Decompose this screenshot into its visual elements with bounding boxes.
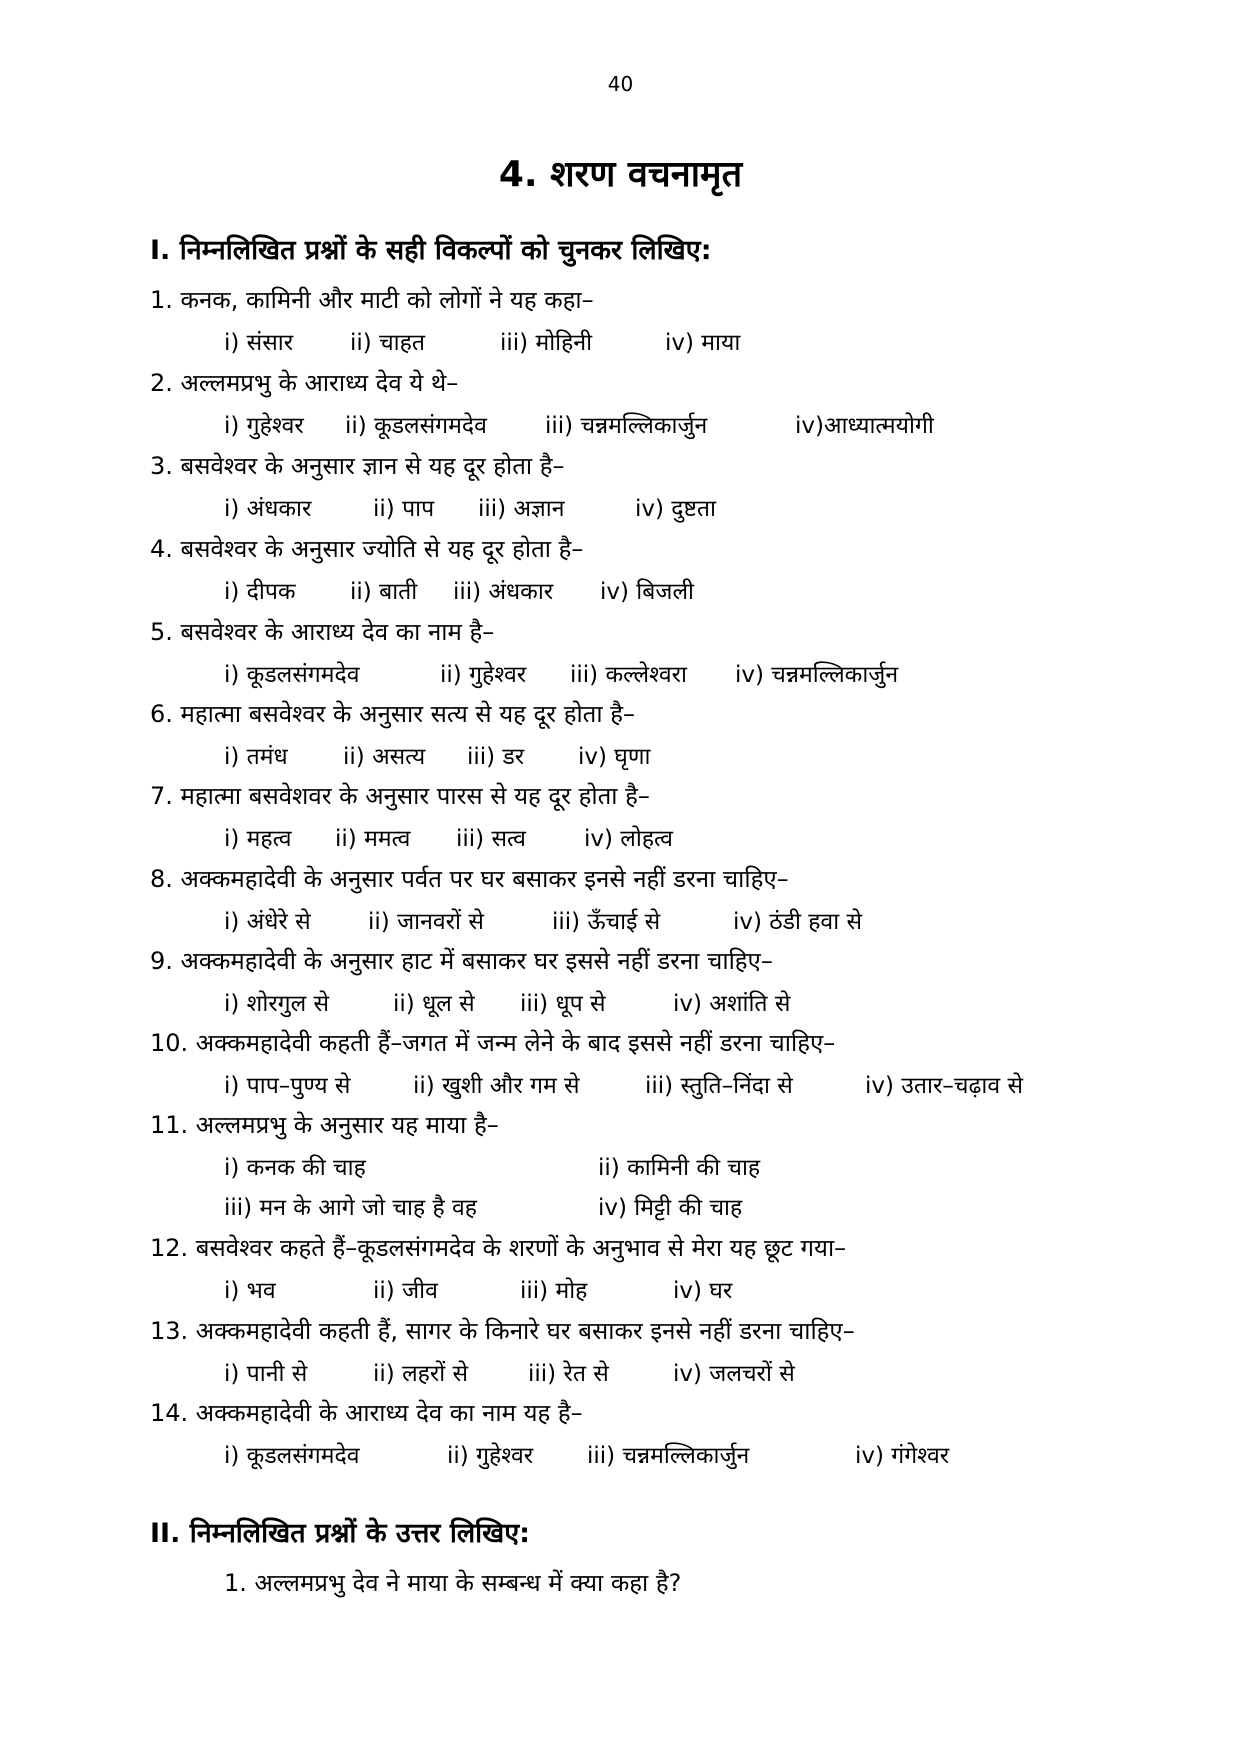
q11-option-2: ii) कामिनी की चाह	[598, 1155, 761, 1181]
question-10: 10. अक्कमहादेवी कहती हैं–जगत में जन्म लेने के बाद इससे नहीं डरना चाहिए–	[150, 1029, 836, 1057]
q8-option-1: i) अंधेरे से	[224, 909, 311, 935]
q10-option-3: iii) स्तुति–निंदा से	[645, 1073, 793, 1099]
q8-option-3: iii) ऊँचाई से	[552, 909, 661, 935]
q5-option-3: iii) कल्लेश्वरा	[570, 662, 688, 688]
question-6: 6. महात्मा बसवेश्वर के अनुसार सत्य से यह दूर होता है–	[150, 700, 635, 728]
q13-option-2: ii) लहरों से	[373, 1361, 469, 1387]
q1-option-3: iii) मोहिनी	[500, 330, 593, 356]
q10-option-2: ii) खुशी और गम से	[413, 1073, 580, 1099]
q2-option-3: iii) चन्नमल्लिकार्जुन	[545, 413, 708, 439]
question-1: 1. कनक, कामिनी और माटी को लोगों ने यह कहा–	[150, 286, 594, 314]
q2-option-4: iv)आध्यात्मयोगी	[795, 413, 934, 439]
q4-option-2: ii) बाती	[350, 579, 418, 605]
chapter-title: 4. शरण वचनामृत	[498, 154, 743, 195]
q12-option-4: iv) घर	[673, 1278, 733, 1304]
question-8: 8. अक्कमहादेवी के अनुसार पर्वत पर घर बसाकर इनसे नहीं डरना चाहिए–	[150, 865, 789, 893]
q14-option-1: i) कूडलसंगमदेव	[224, 1443, 360, 1469]
section2-question-1: 1. अल्लमप्रभु देव ने माया के सम्बन्ध में क्या कहा है?	[224, 1569, 682, 1597]
q10-option-4: iv) उतार–चढ़ाव से	[865, 1073, 1024, 1099]
q9-option-2: ii) धूल से	[393, 991, 475, 1017]
question-5: 5. बसवेश्वर के आराध्य देव का नाम है–	[150, 618, 495, 646]
q8-option-2: ii) जानवरों से	[368, 909, 484, 935]
q3-option-3: iii) अज्ञान	[478, 496, 565, 522]
q12-option-3: iii) मोह	[520, 1278, 588, 1304]
question-2: 2. अल्लमप्रभु के आराध्य देव ये थे–	[150, 369, 459, 397]
q2-option-2: ii) कूडलसंगमदेव	[345, 413, 487, 439]
question-4: 4. बसवेश्वर के अनुसार ज्योति से यह दूर होता है–	[150, 535, 584, 563]
q12-option-2: ii) जीव	[373, 1278, 438, 1304]
q7-option-3: iii) सत्व	[456, 826, 526, 852]
q3-option-2: ii) पाप	[373, 496, 435, 522]
page-number: 40	[607, 72, 634, 96]
q11-option-3: iii) मन के आगे जो चाह है वह	[224, 1195, 477, 1221]
q13-option-3: iii) रेत से	[528, 1361, 609, 1387]
q7-option-1: i) महत्व	[224, 826, 292, 852]
q7-option-2: ii) ममत्व	[335, 826, 411, 852]
q5-option-2: ii) गुहेश्वर	[440, 662, 527, 688]
q2-option-1: i) गुहेश्वर	[224, 413, 304, 439]
q6-option-2: ii) असत्य	[343, 744, 426, 770]
q9-option-1: i) शोरगुल से	[224, 991, 330, 1017]
question-11: 11. अल्लमप्रभु के अनुसार यह माया है–	[150, 1111, 499, 1139]
question-13: 13. अक्कमहादेवी कहती हैं, सागर के किनारे घर बसाकर इनसे नहीं डरना चाहिए–	[150, 1317, 855, 1345]
q3-option-1: i) अंधकार	[224, 496, 312, 522]
q10-option-1: i) पाप–पुण्य से	[224, 1073, 351, 1099]
question-12: 12. बसवेश्वर कहते हैं–कूडलसंगमदेव के शरणों के अनुभाव से मेरा यह छूट गया–	[150, 1234, 847, 1262]
section1-heading: I. निम्नलिखित प्रश्नों के सही विकल्पों को चुनकर लिखिए:	[150, 235, 712, 266]
q12-option-1: i) भव	[224, 1278, 276, 1304]
q9-option-4: iv) अशांति से	[673, 991, 791, 1017]
q14-option-4: iv) गंगेश्वर	[855, 1443, 950, 1469]
q4-option-3: iii) अंधकार	[453, 579, 554, 605]
question-7: 7. महात्मा बसवेशवर के अनुसार पारस से यह दूर होता है–	[150, 782, 650, 810]
section2-heading: II. निम्नलिखित प्रश्नों के उत्तर लिखिए:	[150, 1518, 530, 1549]
q4-option-1: i) दीपक	[224, 579, 296, 605]
question-3: 3. बसवेश्वर के अनुसार ज्ञान से यह दूर होता है–	[150, 452, 565, 480]
q5-option-1: i) कूडलसंगमदेव	[224, 662, 360, 688]
question-14: 14. अक्कमहादेवी के आराध्य देव का नाम यह है–	[150, 1399, 583, 1427]
q14-option-3: iii) चन्नमल्लिकार्जुन	[587, 1443, 750, 1469]
q9-option-3: iii) धूप से	[520, 991, 606, 1017]
q8-option-4: iv) ठंडी हवा से	[733, 909, 863, 935]
q1-option-2: ii) चाहत	[350, 330, 425, 356]
q3-option-4: iv) दुष्टता	[635, 496, 716, 522]
q1-option-4: iv) माया	[665, 330, 741, 356]
q6-option-4: iv) घृणा	[578, 744, 651, 770]
q1-option-1: i) संसार	[224, 330, 294, 356]
q11-option-1: i) कनक की चाह	[224, 1155, 366, 1181]
question-9: 9. अक्कमहादेवी के अनुसार हाट में बसाकर घर इससे नहीं डरना चाहिए–	[150, 947, 773, 975]
q7-option-4: iv) लोहत्व	[584, 826, 673, 852]
q13-option-4: iv) जलचरों से	[673, 1361, 795, 1387]
q4-option-4: iv) बिजली	[600, 579, 694, 605]
q11-option-4: iv) मिट्टी की चाह	[598, 1195, 743, 1221]
q14-option-2: ii) गुहेश्वर	[447, 1443, 534, 1469]
q6-option-1: i) तमंध	[224, 744, 288, 770]
q6-option-3: iii) डर	[467, 744, 525, 770]
q13-option-1: i) पानी से	[224, 1361, 308, 1387]
q5-option-4: iv) चन्नमल्लिकार्जुन	[735, 662, 899, 688]
